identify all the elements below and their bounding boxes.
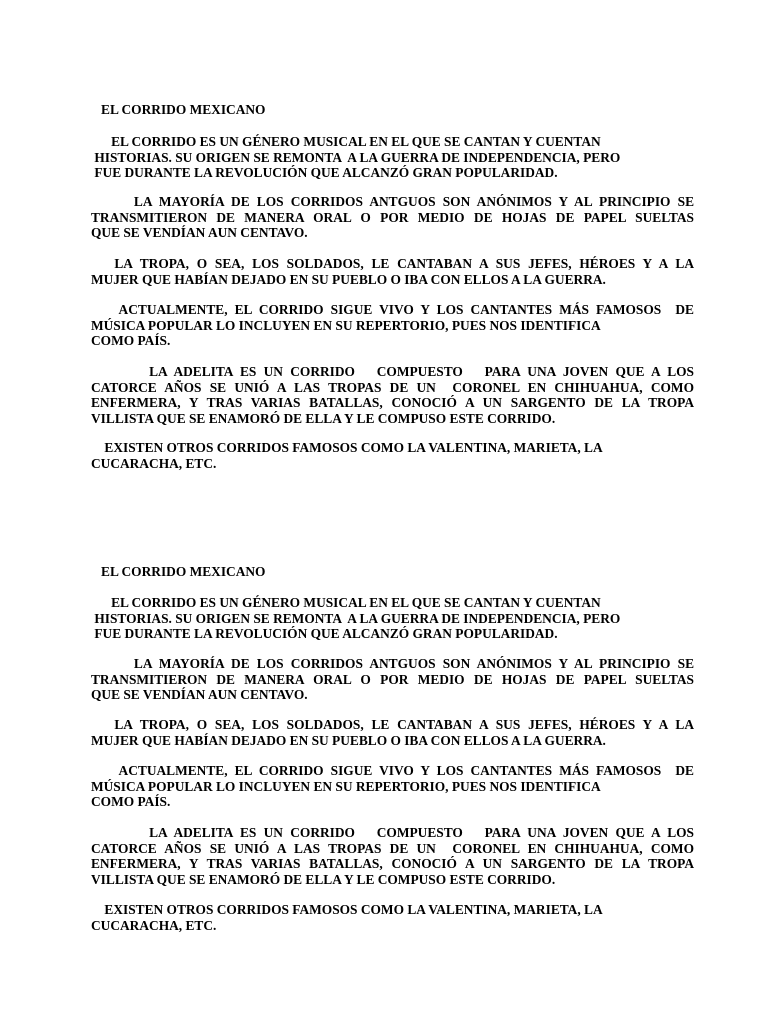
paragraph-line: EL CORRIDO ES UN GÉNERO MUSICAL EN EL QUE SE CANTAN Y CUENTAN (91, 134, 601, 149)
paragraph-line: CUCARACHA, ETC. (91, 455, 217, 471)
paragraph-line: ACTUALMENTE, EL CORRIDO SIGUE VIVO Y LOS CANTANTES MÁS FAMOSOS DE (91, 302, 694, 317)
paragraph-line: VILLISTA QUE SE ENAMORÓ DE ELLA Y LE COMPUSO ESTE CORRIDO. (91, 410, 556, 426)
paragraph-line: MUJER QUE HABÍAN DEJADO EN SU PUEBLO O IBA CON ELLOS A LA GUERRA. (91, 732, 606, 748)
paragraph-line: LA TROPA, O SEA, LOS SOLDADOS, LE CANTABAN A SUS JEFES, HÉROES Y A LA (91, 717, 694, 732)
paragraph-line: HISTORIAS. SU ORIGEN SE REMONTA A LA GUERRA DE INDEPENDENCIA, PERO (91, 610, 621, 626)
paragraph-line: QUE SE VENDÍAN AUN CENTAVO. (91, 225, 308, 240)
paragraph-line: LA MAYORÍA DE LOS CORRIDOS ANTGUOS SON ANÓNIMOS Y AL PRINCIPIO SE (91, 656, 694, 671)
paragraph-line: ENFERMERA, Y TRAS VARIAS BATALLAS, CONOCIÓ A UN SARGENTO DE LA TROPA (91, 856, 694, 871)
paragraph (91, 256, 694, 287)
paragraph-line: HISTORIAS. SU ORIGEN SE REMONTA A LA GUERRA DE INDEPENDENCIA, PERO (91, 149, 621, 165)
paragraph (91, 302, 694, 349)
paragraph-line: FUE DURANTE LA REVOLUCIÓN QUE ALCANZÓ GRAN POPULARIDAD. (91, 626, 558, 641)
document-title (91, 564, 694, 580)
paragraph (91, 825, 694, 887)
paragraph-line: CATORCE AÑOS SE UNIÓ A LAS TROPAS DE UN CORONEL EN CHIHUAHUA, COMO (91, 840, 694, 856)
paragraph-line: TRANSMITIERON DE MANERA ORAL O POR MEDIO DE HOJAS DE PAPEL SUELTAS (91, 671, 694, 687)
paragraph (91, 595, 694, 642)
paragraph-line: EXISTEN OTROS CORRIDOS FAMOSOS COMO LA VALENTINA, MARIETA, LA (91, 440, 603, 455)
title-text: EL CORRIDO MEXICANO (91, 564, 266, 579)
paragraph-line: COMO PAÍS. (91, 333, 171, 348)
paragraph-line: LA ADELITA ES UN CORRIDO COMPUESTO PARA UNA JOVEN QUE A LOS (91, 825, 694, 840)
paragraph-line: COMO PAÍS. (91, 794, 171, 809)
paragraph-line: MÚSICA POPULAR LO INCLUYEN EN SU REPERTORIO, PUES NOS IDENTIFICA (91, 778, 601, 794)
paragraph-line: VILLISTA QUE SE ENAMORÓ DE ELLA Y LE COMPUSO ESTE CORRIDO. (91, 871, 556, 887)
paragraph-line: CATORCE AÑOS SE UNIÓ A LAS TROPAS DE UN CORONEL EN CHIHUAHUA, COMO (91, 379, 694, 395)
paragraph-line: ENFERMERA, Y TRAS VARIAS BATALLAS, CONOCIÓ A UN SARGENTO DE LA TROPA (91, 395, 694, 410)
paragraph-line: CUCARACHA, ETC. (91, 917, 217, 933)
document-title (91, 102, 694, 118)
paragraph-line: LA MAYORÍA DE LOS CORRIDOS ANTGUOS SON ANÓNIMOS Y AL PRINCIPIO SE (91, 194, 694, 209)
paragraph-line: MÚSICA POPULAR LO INCLUYEN EN SU REPERTORIO, PUES NOS IDENTIFICA (91, 317, 601, 333)
paragraph-line: LA TROPA, O SEA, LOS SOLDADOS, LE CANTABAN A SUS JEFES, HÉROES Y A LA (91, 256, 694, 271)
paragraph (91, 763, 694, 810)
paragraph (91, 656, 694, 703)
paragraph (91, 440, 694, 471)
title-text: EL CORRIDO MEXICANO (91, 102, 266, 117)
paragraph-line: ACTUALMENTE, EL CORRIDO SIGUE VIVO Y LOS CANTANTES MÁS FAMOSOS DE (91, 763, 694, 778)
paragraph-line: MUJER QUE HABÍAN DEJADO EN SU PUEBLO O IBA CON ELLOS A LA GUERRA. (91, 271, 606, 287)
paragraph-line: LA ADELITA ES UN CORRIDO COMPUESTO PARA UNA JOVEN QUE A LOS (91, 364, 694, 379)
paragraph-line: EL CORRIDO ES UN GÉNERO MUSICAL EN EL QUE SE CANTAN Y CUENTAN (91, 595, 601, 610)
paragraph (91, 364, 694, 426)
paragraph (91, 717, 694, 748)
paragraph (91, 902, 694, 933)
paragraph-line: EXISTEN OTROS CORRIDOS FAMOSOS COMO LA VALENTINA, MARIETA, LA (91, 902, 603, 917)
paragraph (91, 194, 694, 241)
paragraph-line: TRANSMITIERON DE MANERA ORAL O POR MEDIO DE HOJAS DE PAPEL SUELTAS (91, 209, 694, 225)
paragraph-line: QUE SE VENDÍAN AUN CENTAVO. (91, 687, 308, 702)
paragraph-line: FUE DURANTE LA REVOLUCIÓN QUE ALCANZÓ GRAN POPULARIDAD. (91, 165, 558, 180)
paragraph (91, 134, 694, 181)
